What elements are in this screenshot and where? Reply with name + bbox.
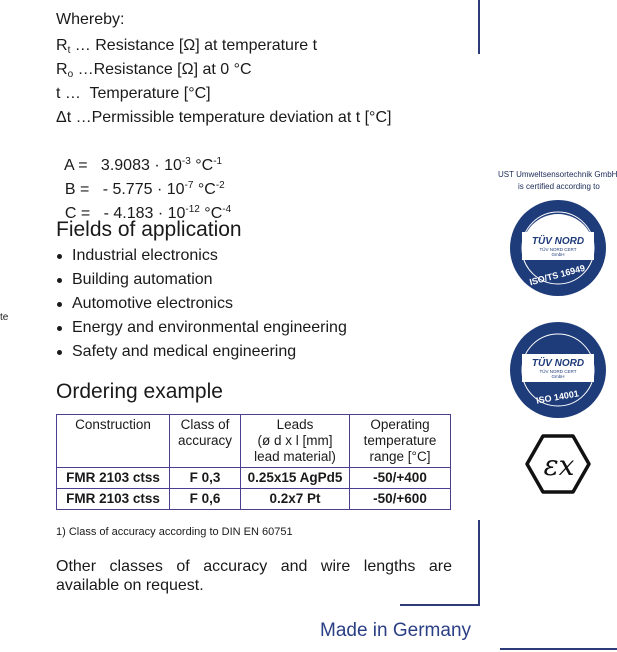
cert-company: UST Umweltsensortechnik GmbH <box>498 170 617 179</box>
svg-text:εx: εx <box>543 449 575 482</box>
tuv-iso14001-seal <box>508 320 608 420</box>
svg-text:GmbH: GmbH <box>551 252 565 257</box>
table-row: FMR 2103 ctss F 0,3 0.25x15 AgPd5 -50/+400 <box>57 468 451 489</box>
table-header-row <box>57 415 451 468</box>
list-item: Industrial electronics <box>40 244 347 268</box>
other-classes-text: Other classes of accuracy and wire lengths are available on request. <box>56 558 452 594</box>
svg-text:TÜV NORD CERT: TÜV NORD CERT <box>539 369 577 374</box>
constant-c: C = - $4.183 \cdot 10^{-12}$ $^\circ C^{-4}$ <box>64 204 232 222</box>
rule-bottom-right <box>500 648 617 650</box>
header-construction: Construction <box>57 415 170 468</box>
atex-ex-mark-icon <box>523 432 593 496</box>
list-item: Building automation <box>40 268 347 292</box>
svg-text:GmbH: GmbH <box>551 374 565 379</box>
formula-rt: $R_t$ … Resistance [Ω] at temperature t <box>56 37 318 56</box>
svg-text:TÜV NORD: TÜV NORD <box>531 358 585 369</box>
seal-brand: TÜV NORD <box>531 236 585 247</box>
margin-fragment: te <box>0 312 9 323</box>
ordering-heading: Ordering example <box>56 380 223 403</box>
list-item: Automotive electronics <box>40 292 347 316</box>
footnote: 1) Class of accuracy according to DIN EN 60751 <box>56 526 293 538</box>
list-item: Safety and medical engineering <box>40 340 347 364</box>
formula-dt: Δt …Permissible temperature deviation at t [°C] <box>56 109 392 126</box>
ordering-table <box>56 414 451 510</box>
divider-bottom <box>478 520 480 606</box>
constant-b: B = - $5.775 \cdot 10^{-7}$ $^\circ C^{-2}$ <box>64 180 225 198</box>
divider-top <box>478 0 480 54</box>
table-row: FMR 2103 ctss F 0,6 0.2x7 Pt -50/+600 <box>57 489 451 510</box>
header-class: Class of accuracy <box>170 415 241 468</box>
whereby-label: Whereby: <box>56 11 125 28</box>
constant-a: $A = 3.9083 \cdot 10^{-3}$ $^\circ C^{-1}$ <box>64 156 223 174</box>
made-in-germany: Made in Germany <box>320 620 472 641</box>
header-temperature: Operating temperature range [°C] <box>350 415 451 468</box>
tuv-iso16949-seal <box>508 198 608 298</box>
rule-bottom-mid <box>400 604 480 606</box>
header-leads: Leads (ø d x l [mm] lead material) <box>241 415 350 468</box>
svg-text:ISO 14001: ISO 14001 <box>535 388 580 406</box>
fields-heading: Fields of application <box>56 218 242 241</box>
list-item: Energy and environmental engineering <box>40 316 347 340</box>
svg-text:ISO/TS 16949: ISO/TS 16949 <box>528 262 587 288</box>
formula-ro: $R_o$ …Resistance [Ω] at 0 °C <box>56 61 252 80</box>
cert-subtitle: is certified according to <box>518 182 600 191</box>
svg-text:TÜV NORD CERT: TÜV NORD CERT <box>539 247 577 252</box>
fields-list <box>40 244 347 364</box>
formula-t: t … Temperature [°C] <box>56 85 211 102</box>
